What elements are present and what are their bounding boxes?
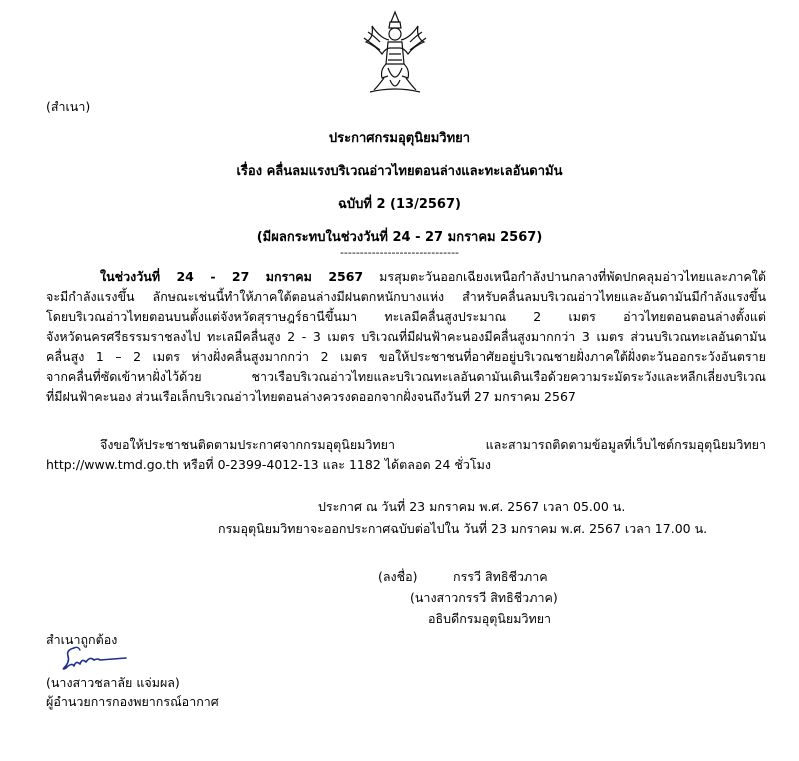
title-line-2: เรื่อง คลื่นลมแรงบริเวณอ่าวไทยตอนล่างและทะเลอันดามัน — [236, 164, 563, 179]
title-line-1: ประกาศกรมอุตุนิยมวิทยา — [328, 131, 471, 146]
signed-label: (ลงชื่อ) — [378, 569, 418, 584]
handwritten-signature — [60, 644, 130, 672]
body-paragraph-1 — [46, 267, 766, 407]
body-line: โดยบริเวณอ่าวไทยตอนบนตั้งแต่จังหวัดสุราษฎร์ธานีขึ้นมา ทะเลมีคลื่นสูงประมาณ 2 เมตร อ่าวไทยตอนตอนล่างตั้งแต่ — [46, 309, 766, 324]
signatory-position: อธิบดีกรมอุตุนิยมวิทยา — [428, 611, 552, 626]
body-para1-lead: ในช่วงวันที่ 24 - 27 มกราคม 2567 — [100, 269, 364, 284]
title-line-3: ฉบับที่ 2 (13/2567) — [338, 197, 461, 212]
issued-date: ประกาศ ณ วันที่ 23 มกราคม พ.ศ. 2567 เวลา 05.00 น. — [318, 499, 626, 514]
garuda-emblem — [360, 8, 430, 98]
title-separator: ------------------------------ — [339, 246, 460, 259]
signed-name: กรรวี สิทธิชีวภาค — [453, 569, 548, 584]
body-line: จังหวัดนครศรีธรรมราชลงไป ทะเลมีคลื่นสูง 2 - 3 เมตร บริเวณที่มีฝนฟ้าคะนองมีคลื่นสูงมากกว่า 3 เมตร ส่วนบริเวณทะเลอันดามัน — [46, 329, 766, 344]
body-line: คลื่นสูง 1 – 2 เมตร ห่างฝั่งคลื่นสูงมากกว่า 2 เมตร ขอให้ประชาชนที่อาศัยอยู่บริเวณชายฝั่งภาคใต้ฝั่งตะวันออกระวังอันตราย — [46, 349, 766, 364]
body-line: ที่มีฝนฟ้าคะนอง ส่วนเรือเล็กบริเวณอ่าวไทยตอนล่างควรงดออกจากฝั่งจนถึงวันที่ 27 มกราคม 2567 — [46, 389, 576, 404]
body-para1-line1-rest: มรสุมตะวันออกเฉียงเหนือกำลังปานกลางที่พัดปกคลุมอ่าวไทยและภาคใต้ — [363, 269, 766, 284]
body-line: จึงขอให้ประชาชนติดตามประกาศจากกรมอุตุนิยมวิทยา และสามารถติดตามข้อมูลที่เว็บไซต์กรมอุตุนิยมวิทยา — [100, 437, 766, 452]
body-line: จะมีกำลังแรงขึ้น ลักษณะเช่นนี้ทำให้ภาคใต้ตอนล่างมีฝนตกหนักบางแห่ง สำหรับคลื่นลมบริเวณอ่าวไทยและอันดามันมีกำลังแรงขึ้น — [46, 289, 766, 304]
signatory-full-name: (นางสาวกรรวี สิทธิชีวภาค) — [410, 590, 558, 605]
body-line: http://www.tmd.go.th หรือที่ 0-2399-4012-13 และ 1182 ได้ตลอด 24 ชั่วโมง — [46, 457, 491, 472]
body-para1-first-line — [46, 267, 766, 287]
certified-copy-label: สำเนาถูกต้อง — [46, 632, 118, 647]
body-paragraph-2 — [46, 435, 766, 475]
certifier-position: ผู้อำนวยการกองพยากรณ์อากาศ — [46, 694, 219, 709]
certifier-name: (นางสาวชลาลัย แจ่มผล) — [46, 675, 180, 690]
copy-mark: (สำเนา) — [46, 99, 91, 114]
next-announcement: กรมอุตุนิยมวิทยาจะออกประกาศฉบับต่อไปใน วันที่ 23 มกราคม พ.ศ. 2567 เวลา 17.00 น. — [218, 521, 708, 536]
title-line-4: (มีผลกระทบในช่วงวันที่ 24 - 27 มกราคม 2567) — [256, 230, 543, 245]
body-line: จากคลื่นที่ซัดเข้าหาฝั่งไว้ด้วย ชาวเรือบริเวณอ่าวไทยและบริเวณทะเลอันดามันเดินเรือด้วยความระมัดระวังและหลีกเลี่ยงบริเวณ — [46, 369, 766, 384]
